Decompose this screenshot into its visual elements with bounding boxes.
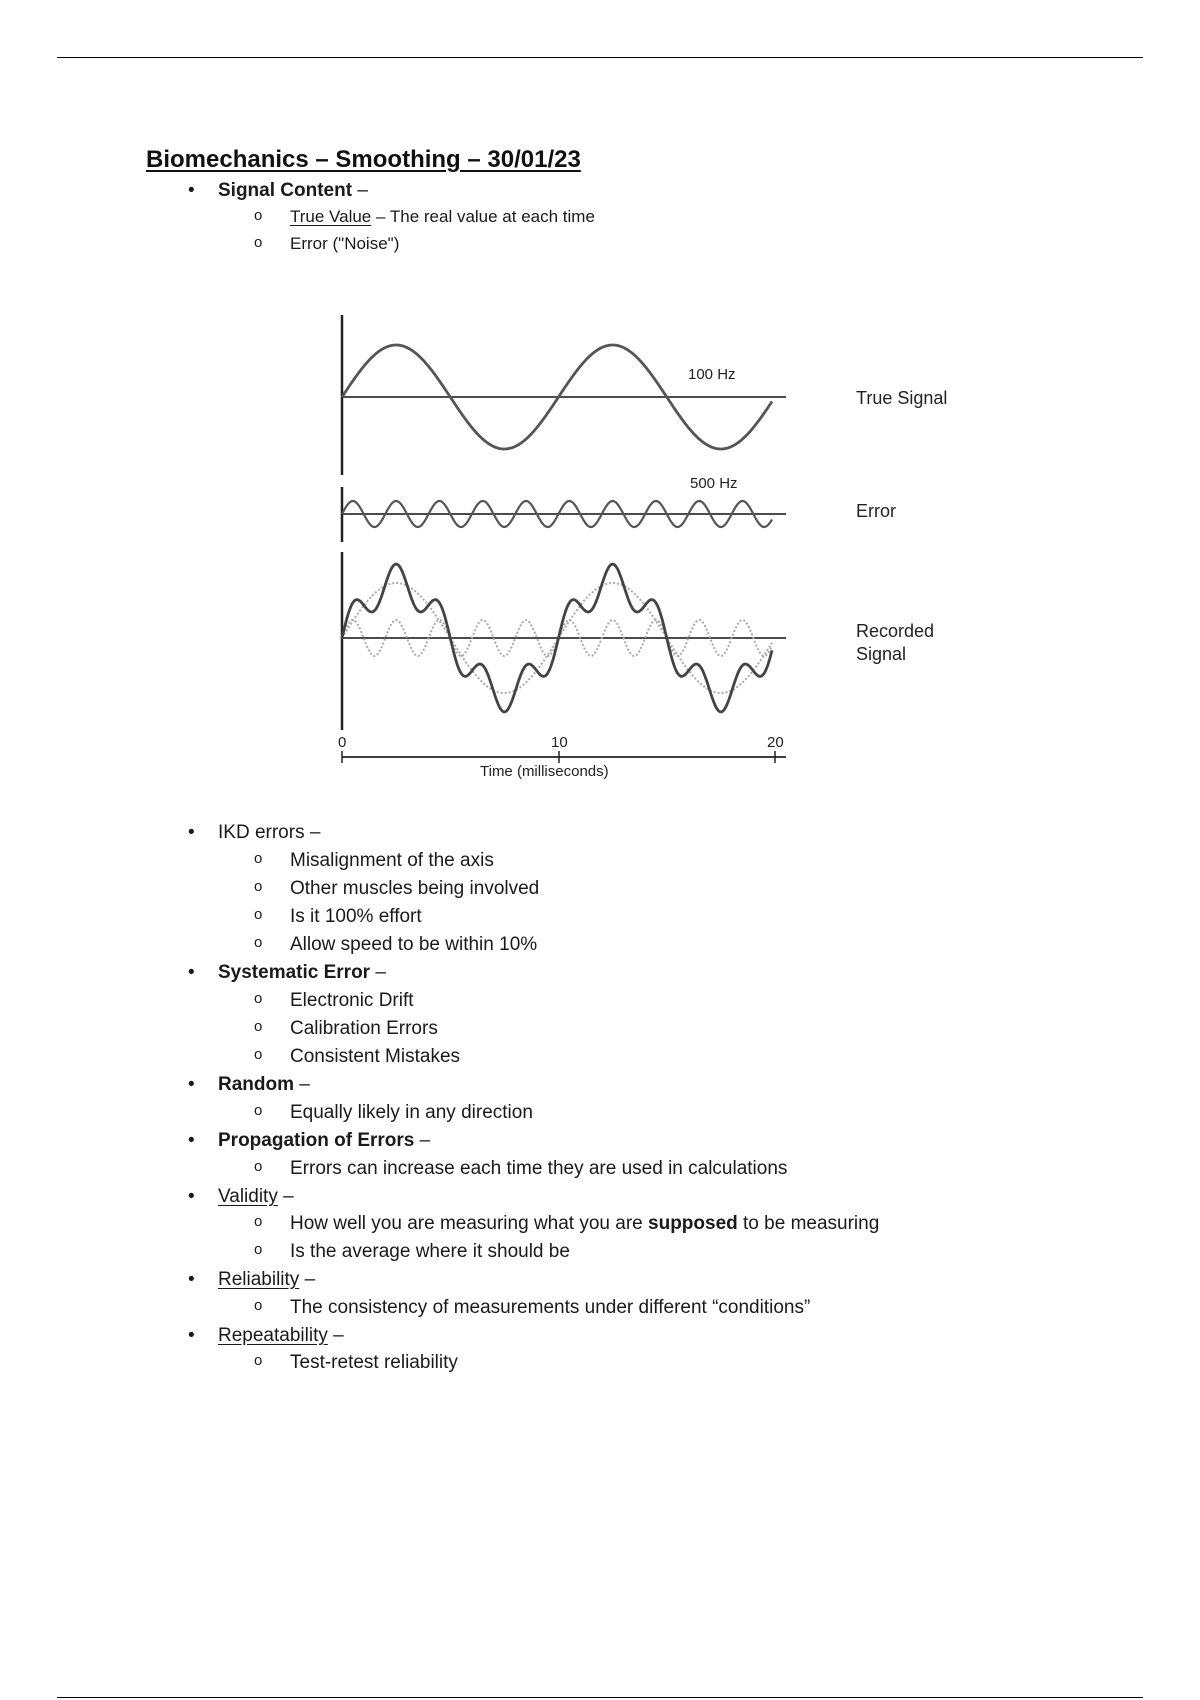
bullet-ikd-errors [188, 822, 321, 844]
time-axis [338, 734, 786, 780]
systematic-heading: Systematic Error [218, 962, 371, 983]
sub-bullet-marker: o [254, 1352, 263, 1369]
bullet-marker: • [188, 1186, 195, 1207]
time-axis-label: Time (milliseconds) [480, 763, 609, 780]
sub-bullet-marker: o [254, 1213, 263, 1230]
bullet-marker: • [188, 1269, 195, 1290]
dash: – [327, 1325, 344, 1346]
dash: – [352, 180, 368, 201]
time-tick-label-20: 20 [767, 734, 784, 751]
list-item [254, 850, 494, 872]
list-item [254, 1297, 811, 1319]
list-item [254, 1102, 533, 1124]
bullet-marker: • [188, 180, 195, 201]
sub-bullet-marker: o [254, 1102, 263, 1119]
dash: – [277, 1186, 294, 1207]
true-signal-label: True Signal [856, 388, 948, 408]
repeatability-heading: Repeatability [218, 1325, 328, 1346]
item-text: Calibration Errors [290, 1018, 438, 1039]
item-text: to be measuring [737, 1213, 880, 1234]
bullet-repeatability [188, 1325, 344, 1347]
bullet-marker: • [188, 962, 195, 983]
list-item [254, 906, 422, 928]
dash: – [294, 1074, 310, 1095]
bullet-marker: • [188, 1130, 195, 1151]
error-item-text: Error ("Noise") [290, 234, 400, 253]
signal-content-heading: Signal Content [218, 180, 353, 201]
recorded-label-line2: Signal [856, 644, 907, 664]
header-rule [57, 57, 1143, 58]
reliability-heading: Reliability [218, 1269, 300, 1290]
bullet-propagation-of-errors [188, 1130, 431, 1152]
list-item [254, 1158, 788, 1180]
random-heading: Random [218, 1074, 294, 1095]
error-panel [342, 475, 896, 542]
list-item [254, 1018, 438, 1040]
recorded-signal-panel [342, 552, 934, 730]
dash: – [414, 1130, 431, 1151]
item-text: How well you are measuring what you are [290, 1213, 649, 1234]
ikd-heading: IKD errors [218, 822, 305, 843]
list-item [254, 1046, 461, 1068]
bullet-systematic-error [188, 962, 386, 984]
true-signal-frequency-label: 100 Hz [688, 366, 736, 383]
bullet-random [188, 1074, 310, 1096]
validity-heading: Validity [218, 1186, 278, 1207]
sub-bullet-marker: o [254, 906, 263, 923]
item-text-bold: supposed [648, 1213, 738, 1234]
sub-bullet-marker: o [254, 934, 263, 951]
sub-bullet-marker: o [254, 234, 263, 251]
bullet-reliability [188, 1269, 316, 1291]
item-text: Test-retest reliability [290, 1352, 458, 1373]
sub-bullet-marker: o [254, 1297, 263, 1314]
footer-rule [57, 1697, 1143, 1698]
list-item [254, 934, 538, 956]
sub-bullet-marker: o [254, 1046, 263, 1063]
recorded-label-line1: Recorded [856, 621, 935, 641]
item-text: Equally likely in any direction [290, 1102, 533, 1123]
bullet-signal-content [188, 180, 368, 202]
item-text: The consistency of measurements under different “conditions” [290, 1297, 811, 1318]
true-value-definition: – The real value at each time [371, 207, 595, 226]
true-signal-panel [342, 315, 947, 475]
dash: – [370, 962, 386, 983]
sub-bullet-marker: o [254, 850, 263, 867]
signal-figure [300, 300, 980, 790]
item-text: Allow speed to be within 10% [290, 934, 538, 955]
item-text: Misalignment of the axis [290, 850, 494, 871]
bullet-marker: • [188, 1074, 195, 1095]
list-item [254, 1213, 880, 1235]
sub-item-true-value [254, 207, 595, 227]
item-text: Is the average where it should be [290, 1241, 570, 1262]
list-item [254, 1352, 458, 1374]
dash: – [304, 822, 321, 843]
true-value-term: True Value [290, 207, 372, 226]
item-text: Is it 100% effort [290, 906, 422, 927]
list-item [254, 990, 414, 1012]
list-item [254, 1241, 570, 1263]
error-frequency-label: 500 Hz [690, 475, 738, 492]
page-title: Biomechanics – Smoothing – 30/01/23 [146, 146, 581, 173]
list-item [254, 878, 540, 900]
dash: – [299, 1269, 316, 1290]
item-text: Electronic Drift [290, 990, 414, 1011]
item-text: Other muscles being involved [290, 878, 540, 899]
error-label: Error [856, 501, 896, 521]
sub-bullet-marker: o [254, 1018, 263, 1035]
sub-bullet-marker: o [254, 207, 263, 224]
item-text: Consistent Mistakes [290, 1046, 461, 1067]
sub-bullet-marker: o [254, 878, 263, 895]
sub-bullet-marker: o [254, 1241, 263, 1258]
item-text: Errors can increase each time they are used in calculations [290, 1158, 788, 1179]
bullet-marker: • [188, 1325, 195, 1346]
bullet-marker: • [188, 822, 195, 843]
time-tick-label-0: 0 [338, 734, 347, 751]
propagation-heading: Propagation of Errors [218, 1130, 415, 1151]
sub-item-error [254, 234, 400, 254]
sub-bullet-marker: o [254, 990, 263, 1007]
time-tick-label-10: 10 [551, 734, 568, 751]
sub-bullet-marker: o [254, 1158, 263, 1175]
bullet-validity [188, 1186, 294, 1208]
